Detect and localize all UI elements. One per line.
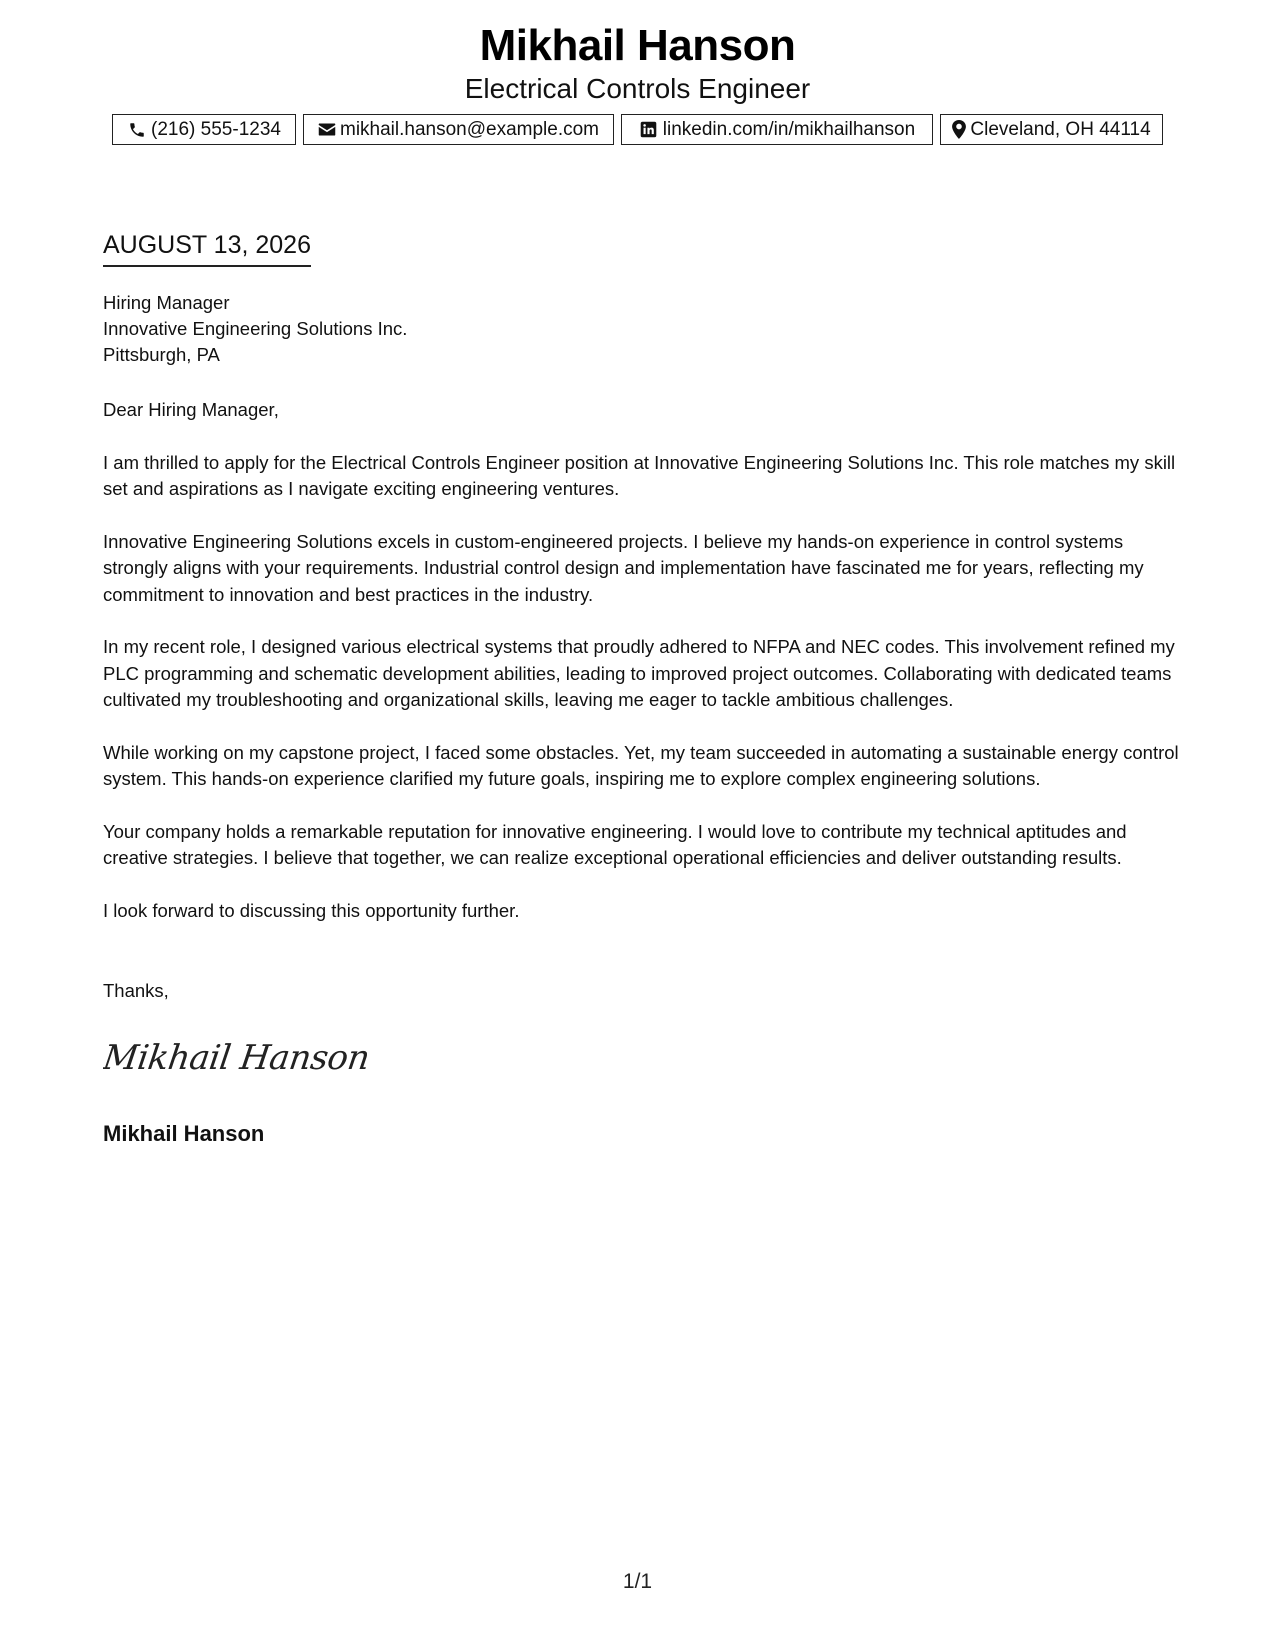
- letter-paragraph: I look forward to discussing this opportunity further.: [103, 899, 520, 921]
- recipient-block: [103, 290, 407, 368]
- page-number: 1/1: [622, 1570, 653, 1593]
- signature-text: Mikhail Hanson: [103, 1038, 368, 1078]
- letter-paragraph: While working on my capstone project, I faced some obstacles. Yet, my team succeeded in automating a sustainable energy control system. This hands-on experience clarified my future goals, inspiring me to explore complex engineering solutions.: [103, 741, 1179, 789]
- recipient-line: Innovative Engineering Solutions Inc.: [103, 318, 408, 339]
- signer-name: Mikhail Hanson: [103, 1121, 265, 1146]
- phone-icon: [127, 120, 147, 140]
- map-pin-icon: [952, 120, 966, 140]
- envelope-icon: [318, 120, 336, 140]
- closing-text: Thanks,: [103, 980, 169, 1001]
- contact-linkedin-text: linkedin.com/in/mikhailhanson: [662, 118, 916, 140]
- letter-paragraph: In my recent role, I designed various electrical systems that proudly adhered to NFPA and NEC codes. This involvement refined my PLC programming and schematic development abilities, leading to improved project outcomes. Collaborating with dedicated teams cultivated my troubleshooting and organizational skills, leaving me eager to tackle ambitious challenges.: [103, 636, 1175, 710]
- letter-header: [0, 20, 1275, 106]
- letter-paragraph: I am thrilled to apply for the Electrical Controls Engineer position at Innovative Engineering Solutions Inc. This role matches my skill set and aspirations as I navigate exciting engineering ventures.: [103, 451, 1176, 499]
- recipient-line: Pittsburgh, PA: [103, 344, 220, 365]
- contact-email-text: mikhail.hanson@example.com: [340, 118, 600, 140]
- salutation: Dear Hiring Manager,: [103, 399, 279, 420]
- applicant-name: Mikhail Hanson: [479, 21, 796, 70]
- letter-date: AUGUST 13, 2026: [103, 228, 311, 267]
- letter-body: [103, 397, 1183, 950]
- linkedin-icon: [639, 120, 659, 140]
- letter-paragraph: Innovative Engineering Solutions excels in custom-engineered projects. I believe my hands-on experience in control systems strongly aligns with your requirements. Industrial control design and implementation have fascinated me for years, reflecting my commitment to innovation and best practices in the industry.: [103, 530, 1144, 605]
- contact-location[interactable]: [940, 114, 1163, 145]
- handwritten-signature: [103, 1033, 368, 1086]
- contact-phone[interactable]: [112, 114, 296, 145]
- recipient-line: Hiring Manager: [103, 292, 230, 313]
- contact-location-text: Cleveland, OH 44114: [970, 118, 1151, 140]
- contact-bar: [0, 114, 1275, 145]
- contact-email[interactable]: [303, 114, 614, 145]
- contact-phone-text: (216) 555-1234: [151, 118, 281, 140]
- contact-linkedin[interactable]: [621, 114, 933, 145]
- applicant-title: Electrical Controls Engineer: [464, 73, 811, 104]
- letter-paragraph: Your company holds a remarkable reputation for innovative engineering. I would love to contribute my technical aptitudes and creative strategies. I believe that together, we can realize exceptional operational efficiencies and deliver outstanding results.: [103, 820, 1127, 868]
